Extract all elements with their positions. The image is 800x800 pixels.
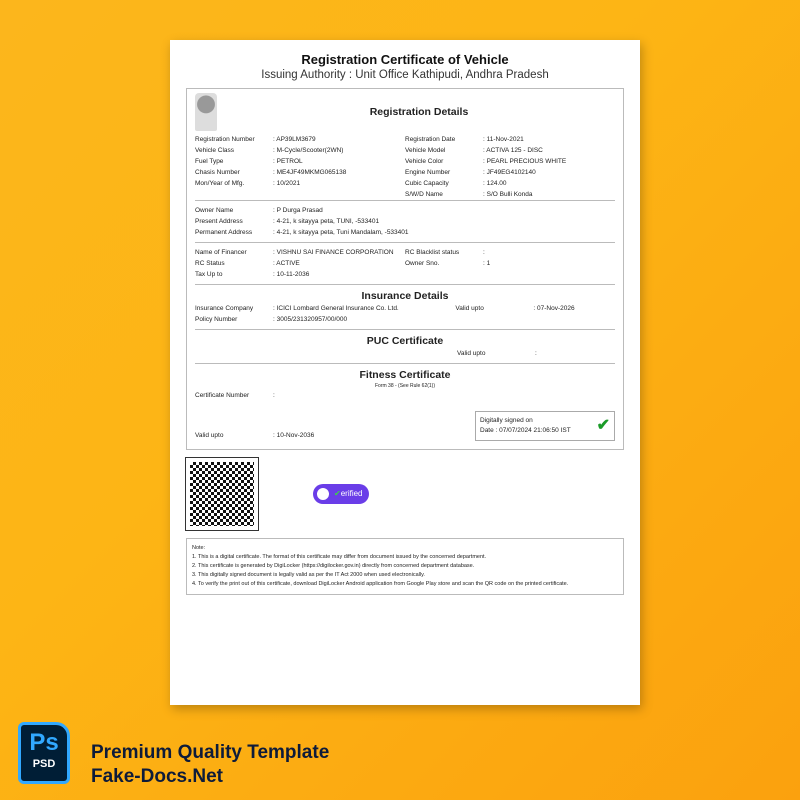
field-row xyxy=(195,156,405,167)
field-value: : ACTIVE xyxy=(273,260,300,267)
fitness-valid-label: Valid upto xyxy=(195,432,224,439)
issuing-authority: Issuing Authority : Unit Office Kathipudi, Andhra Pradesh xyxy=(261,69,549,81)
field-value: : 4-21, k sitayya peta, TUNI, -533401 xyxy=(273,218,380,225)
digilocker-icon xyxy=(315,486,331,502)
field-value-text: VISHNU SAI FINANCE CORPORATION xyxy=(276,249,394,256)
field-row xyxy=(195,314,455,325)
field-row xyxy=(405,156,615,167)
tagline-line1: Premium Quality Template xyxy=(91,742,330,763)
field-label: Vehicle Color xyxy=(405,158,444,165)
field-label: Name of Financer xyxy=(195,249,247,256)
notes-title: Note: xyxy=(192,545,206,551)
check-icon: ✔ xyxy=(334,489,341,498)
field-row xyxy=(195,303,455,314)
field-label: Permanent Address xyxy=(195,229,253,236)
owner-section xyxy=(195,200,615,242)
field-value-text: PEARL PRECIOUS WHITE xyxy=(486,158,567,165)
psd-label: PSD xyxy=(32,758,56,770)
field-value-text: ACTIVA 125 - DISC xyxy=(486,147,543,154)
certificate-body xyxy=(186,88,624,450)
field-label: Registration Number xyxy=(195,136,255,143)
field-value-text: PETROL xyxy=(276,158,303,165)
field-row xyxy=(195,247,405,258)
field-label: Fuel Type xyxy=(195,158,224,165)
field-value: : 1 xyxy=(483,260,491,267)
field-value: : 11-Nov-2021 xyxy=(483,136,524,143)
field-value-text: 11-Nov-2021 xyxy=(486,136,524,143)
puc-section: PUC Certificate Valid upto : xyxy=(195,329,615,363)
field-value: : 4-21, k sitayya peta, Tuni Mandalam, -533401 xyxy=(273,229,409,236)
field-value: : xyxy=(483,249,485,256)
field-value-text: S/O Bulli Konda xyxy=(486,191,533,198)
field-value-text: M-Cycle/Scooter(2WN) xyxy=(276,147,344,154)
field-label: Present Address xyxy=(195,218,243,225)
field-label: Registration Date xyxy=(405,136,456,143)
field-value-text: 4-21, k sitayya peta, TUNI, -533401 xyxy=(276,218,380,225)
field-label: RC Status xyxy=(195,260,225,267)
note-item: 4. To verify the print out of this certificate, download DigiLocker Android application from Google Play store and scan the QR code on the printed certificate. xyxy=(192,581,569,587)
field-label: Vehicle Class xyxy=(195,147,235,154)
field-label: Chasis Number xyxy=(195,169,240,176)
field-row xyxy=(405,178,615,189)
notes-box xyxy=(186,538,624,595)
field-label: RC Blacklist status xyxy=(405,249,460,256)
field-label: Policy Number xyxy=(195,316,238,323)
field-row xyxy=(195,178,405,189)
field-value-text: P Durga Prasad xyxy=(276,207,323,214)
national-emblem-icon xyxy=(195,93,217,131)
qr-code xyxy=(186,458,258,530)
field-label: S/W/D Name xyxy=(405,191,443,198)
field-row xyxy=(455,303,615,314)
field-label: Cubic Capacity xyxy=(405,180,449,187)
note-item: 3. This digitally signed document is legally valid as per the IT Act 2000 when used electronically. xyxy=(192,572,425,578)
field-value: : ME4JF49MKMG065138 xyxy=(273,169,347,176)
field-value: : PETROL xyxy=(273,158,303,165)
field-label: Insurance Company xyxy=(195,305,254,312)
field-label: Valid upto xyxy=(455,305,484,312)
field-value-text: 4-21, k sitayya peta, Tuni Mandalam, -533401 xyxy=(276,229,409,236)
puc-heading: PUC Certificate xyxy=(366,335,444,347)
field-value: : JF49EG4102140 xyxy=(483,169,536,176)
field-value-text: ME4JF49MKMG065138 xyxy=(276,169,347,176)
field-label: Owner Sno. xyxy=(405,260,440,267)
brand-tagline xyxy=(91,741,329,789)
field-value-text: ACTIVE xyxy=(276,260,300,267)
field-value-text: 10/2021 xyxy=(276,180,301,187)
certificate-number-label: Certificate Number xyxy=(195,392,250,399)
signature-line1: Digitally signed on xyxy=(480,417,533,424)
field-row xyxy=(405,258,615,269)
insurance-heading: Insurance Details xyxy=(361,290,449,302)
field-value-text: 07-Nov-2026 xyxy=(537,305,575,312)
field-row xyxy=(195,145,405,156)
field-value: : P Durga Prasad xyxy=(273,207,323,214)
field-row xyxy=(405,134,615,145)
field-value: : 07-Nov-2026 xyxy=(533,305,575,312)
field-value: : AP39LM3679 xyxy=(273,136,316,143)
checkmark-icon: ✔ xyxy=(596,417,610,434)
verified-label: erified xyxy=(340,489,363,498)
registration-heading: Registration Details xyxy=(369,106,469,118)
finance-section xyxy=(195,242,615,284)
field-row xyxy=(405,145,615,156)
ps-label: Ps xyxy=(29,729,59,756)
field-label: Vehicle Model xyxy=(405,147,446,154)
signature-date: Date : 07/07/2024 21:06:50 IST xyxy=(480,427,571,434)
field-row xyxy=(195,269,405,280)
digilocker-verified-badge xyxy=(313,484,369,504)
field-value-text: 3005/231320957/00/000 xyxy=(276,316,348,323)
field-value: : M-Cycle/Scooter(2WN) xyxy=(273,147,344,154)
insurance-section xyxy=(195,284,615,329)
field-row xyxy=(405,189,615,200)
field-row xyxy=(195,258,405,269)
fitness-form: Form 38 - (See Rule 62(1)) xyxy=(374,383,436,389)
field-label: Engine Number xyxy=(405,169,451,176)
field-row xyxy=(405,167,615,178)
field-value: : 10-11-2036 xyxy=(273,271,310,278)
fitness-section: Fitness Certificate Form 38 - (See Rule 62(1)) Certificate Number : Valid upto : 10-Nov-2036 Digitally signed on Date : 07/07/2024 21:06:50 IST ✔ xyxy=(195,363,615,445)
field-value-text: JF49EG4102140 xyxy=(486,169,536,176)
field-value-text: 124.00 xyxy=(486,180,507,187)
field-value: : ICICI Lombard General Insurance Co. Ltd. xyxy=(273,305,399,312)
field-value: : VISHNU SAI FINANCE CORPORATION xyxy=(273,249,394,256)
tagline-site: Fake-Docs.Net xyxy=(91,766,223,787)
field-label: Mon/Year of Mfg. xyxy=(195,180,245,187)
photoshop-psd-icon xyxy=(18,722,70,784)
field-value-text: 1 xyxy=(486,260,491,267)
field-value: : 10/2021 xyxy=(273,180,301,187)
field-value-text: ICICI Lombard General Insurance Co. Ltd. xyxy=(276,305,399,312)
registration-section xyxy=(195,93,615,200)
fitness-heading: Fitness Certificate xyxy=(359,369,451,381)
puc-valid-label: Valid upto xyxy=(457,350,486,357)
registration-certificate xyxy=(170,40,640,705)
field-value: : PEARL PRECIOUS WHITE xyxy=(483,158,567,165)
field-value-text: AP39LM3679 xyxy=(276,136,316,143)
field-value: : ACTIVA 125 - DISC xyxy=(483,147,543,154)
field-value: : 3005/231320957/00/000 xyxy=(273,316,348,323)
digital-signature-box xyxy=(475,411,615,441)
field-row xyxy=(405,247,615,258)
field-row xyxy=(195,167,405,178)
note-item: 1. This is a digital certificate. The format of this certificate may differ from document issued by the concerned department. xyxy=(192,554,487,560)
fitness-valid-value: 10-Nov-2036 xyxy=(276,432,315,439)
field-label: Owner Name xyxy=(195,207,234,214)
note-item: 2. This certificate is generated by DigiLocker (https://digilocker.gov.in) directly from concerned department database. xyxy=(192,563,475,569)
field-row xyxy=(195,134,405,145)
field-value: : S/O Bulli Konda xyxy=(483,191,533,198)
field-row xyxy=(195,216,615,227)
field-label: Tax Up to xyxy=(195,271,223,278)
field-value-text: 10-11-2036 xyxy=(276,271,310,278)
certificate-title: Registration Certificate of Vehicle xyxy=(301,52,509,67)
field-value: : 124.00 xyxy=(483,180,507,187)
field-row xyxy=(195,205,615,216)
field-row xyxy=(195,227,615,238)
